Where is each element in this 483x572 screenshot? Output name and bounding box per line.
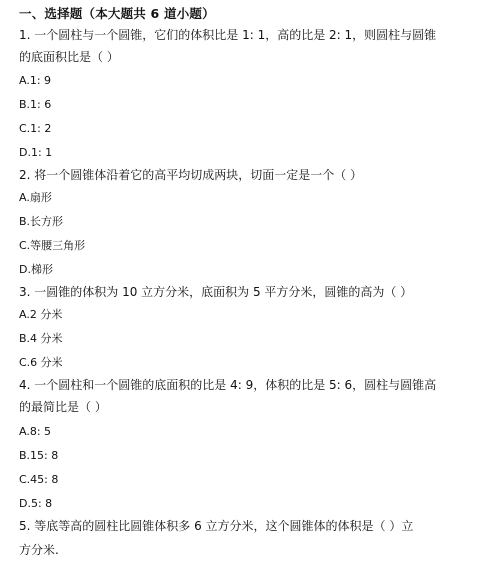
question-4-option-d: D.5: 8: [19, 497, 53, 510]
question-4-stem-line-1: 4. 一个圆柱和一个圆锥的底面积的比是 4: 9，体积的比是 5: 6，圆柱与圆锥高: [19, 378, 437, 392]
question-2-option-c: C.等腰三角形: [19, 239, 86, 252]
question-2-option-b: B.长方形: [19, 215, 64, 228]
question-1-option-a: A.1: 9: [19, 74, 52, 87]
question-1-stem-line-2: 的底面积比是（ ）: [19, 50, 119, 64]
question-4-option-c: C.45: 8: [19, 473, 59, 486]
question-4-option-a: A.8: 5: [19, 425, 52, 438]
question-5-stem-line-2: 方分米.: [19, 543, 59, 557]
question-4-option-b: B.15: 8: [19, 449, 59, 462]
question-4-stem-line-2: 的最简比是（ ）: [19, 400, 107, 414]
question-1-option-c: C.1: 2: [19, 122, 52, 135]
question-3-option-c: C.6 分米: [19, 356, 63, 369]
question-3-stem-line-1: 3. 一圆锥的体积为 10 立方分米，底面积为 5 平方分米，圆锥的高为（ ）: [19, 285, 413, 299]
question-1-option-b: B.1: 6: [19, 98, 52, 111]
question-1-option-d: D.1: 1: [19, 146, 53, 159]
question-2-option-d: D.梯形: [19, 263, 53, 276]
question-2-stem-line-1: 2. 将一个圆锥体沿着它的高平均切成两块，切面一定是一个（ ）: [19, 168, 363, 182]
section-title: 一、选择题（本大题共 6 道小题）: [19, 6, 215, 21]
question-3-option-a: A.2 分米: [19, 308, 63, 321]
question-3-option-b: B.4 分米: [19, 332, 63, 345]
question-5-stem-line-1: 5. 等底等高的圆柱比圆锥体积多 6 立方分米，这个圆锥体的体积是（ ）立: [19, 519, 414, 533]
question-1-stem-line-1: 1. 一个圆柱与一个圆锥，它们的体积比是 1: 1，高的比是 2: 1，则圆柱与圆锥: [19, 28, 437, 42]
question-2-option-a: A.扇形: [19, 191, 52, 204]
